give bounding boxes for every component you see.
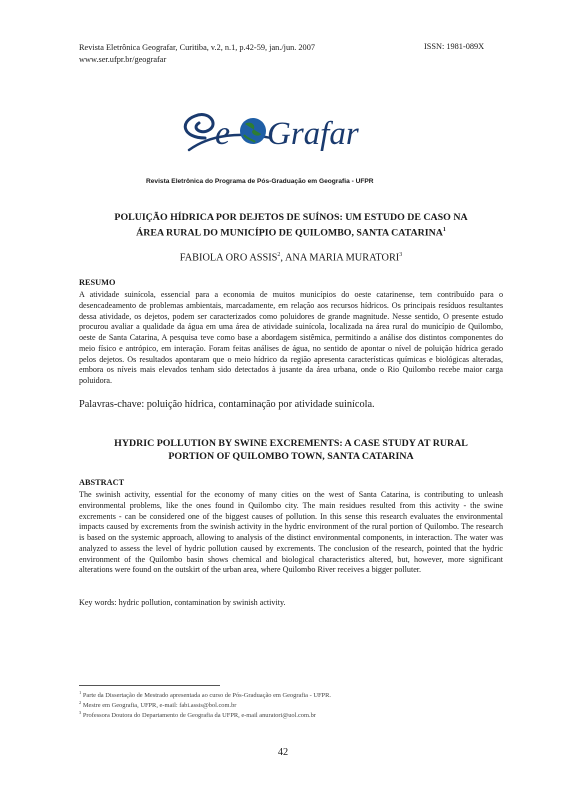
footnote-1-text: Parte da Dissertação de Mestrado apresentada ao curso de Pós-Graduação em Geografia - UFPR.	[81, 692, 331, 700]
journal-issn: ISSN: 1981-089X	[424, 42, 485, 51]
resumo-heading: RESUMO	[79, 278, 116, 287]
author-1: FABIOLA ORO ASSIS	[179, 252, 278, 264]
footnote-3-text: Professora Doutora do Departamento de Geografia da UFPR, e-mail anuratori@uol.com.br	[81, 712, 316, 720]
author-2: ANA MARIA MURATORI	[285, 252, 400, 264]
title-pt-line1: POLUIÇÃO HÍDRICA POR DEJETOS DE SUÍNOS: UM ESTUDO DE CASO NA	[114, 212, 468, 223]
footnote-1-number: 1	[79, 690, 82, 695]
abstract-body: The swinish activity, essential for the economy of many cities on the west of Santa Catarina, is contributing to unleash environmental problems, like the ones found in Quilombo city. The main residues resulted from this activity - the swine excrements - can be considered one of the biggest causes of pollution. In this sense this research evaluates the environmental impacts caused by excrements from the swinish activity in the hydric environment of the rural portion of Quilombo. The research is based on the systemic approach, allowing to analysis of the distinct environmental components, in interaction. The water was analyzed to assess the level of hydric pollution caused by excrements. The conclusion of the research, pointed that the hydric environment of the Quilombo basin shows chemical and biological characteristics altered, but, however, more significant alterations were found on the outskirt of the urban area, where Quilombo River receives a bigger polluter.	[79, 490, 503, 575]
footnote-2-number: 2	[79, 700, 82, 705]
footnote-3-number: 3	[79, 710, 82, 715]
title-en-line1: HYDRIC POLLUTION BY SWINE EXCREMENTS: A CASE STUDY AT RURAL	[114, 438, 468, 449]
palavras-chave: Palavras-chave: poluição hídrica, contaminação por atividade suinícola.	[79, 399, 375, 410]
key-words: Key words: hydric pollution, contamination by swinish activity.	[79, 598, 286, 607]
page-number: 42	[277, 747, 289, 758]
article-title-pt	[79, 211, 503, 239]
abstract-heading: ABSTRACT	[79, 478, 125, 487]
footnote-divider	[79, 685, 220, 686]
journal-header	[79, 42, 315, 66]
author-separator: ,	[280, 252, 285, 264]
title-pt-line2	[79, 224, 503, 239]
title-pt-line2-text: ÁREA RURAL DO MUNICÍPIO DE QUILOMBO, SANTA CATARINA	[136, 227, 443, 239]
journal-url: www.ser.ufpr.br/geografar	[79, 55, 167, 64]
footnote-ref-2: 2	[277, 252, 281, 258]
footnote-2-text: Mestre em Geografia, UFPR, e-mail: fabi.assis@bol.com.br	[81, 702, 237, 710]
footnote-3	[79, 710, 316, 719]
journal-citation: Revista Eletrônica Geografar, Curitiba, v.2, n.1, p.42-59, jan./jun. 2007	[79, 43, 315, 52]
footnote-1	[79, 690, 331, 699]
article-title-en	[79, 437, 503, 463]
footnote-ref-1: 1	[442, 227, 446, 233]
title-en-line2: PORTION OF QUILOMBO TOWN, SANTA CATARINA	[168, 451, 414, 462]
author-list	[79, 252, 503, 263]
footnote-ref-3: 3	[399, 252, 403, 258]
logo-wordmark: Grafar	[267, 116, 359, 152]
logo-subtitle: Revista Eletrônica do Programa de Pós-Graduação em Geografia - UFPR	[146, 178, 374, 185]
logo-letter-e: e	[215, 115, 231, 152]
geografar-logo	[175, 98, 395, 168]
footnote-2	[79, 700, 236, 709]
resumo-body: A atividade suinícola, essencial para a economia de muitos municípios do oeste catarinense, tem contribuído para o desencadeamento de problemas ambientais, marcadamente, em relação aos recursos hídricos. Os principais resíduos resultantes dessa atividade, os dejetos, podem ser caracterizados como poluidores de grande magnitude. Nesse sentido, O presente estudo procurou avaliar a qualidade da água em uma área de atividade suinícola, localizada na área rural do município de Quilombo, oeste de Santa Catarina, A pesquisa teve como base a abordagem sistêmica, permitindo a análise dos distintos componentes do meio físico e antrópico, em interação. Foram feitas análises de água, no sentido de apontar o nível de poluição hídrica gerado pelos dejetos. Os resultados apontaram que o meio hídrico da região apresenta características químicas e biológicas alteradas, embora os níveis mais elevados tenham sido detectados à jusante da área urbana, onde o Rio Quilombo recebe maior carga poluidora.	[79, 290, 503, 385]
